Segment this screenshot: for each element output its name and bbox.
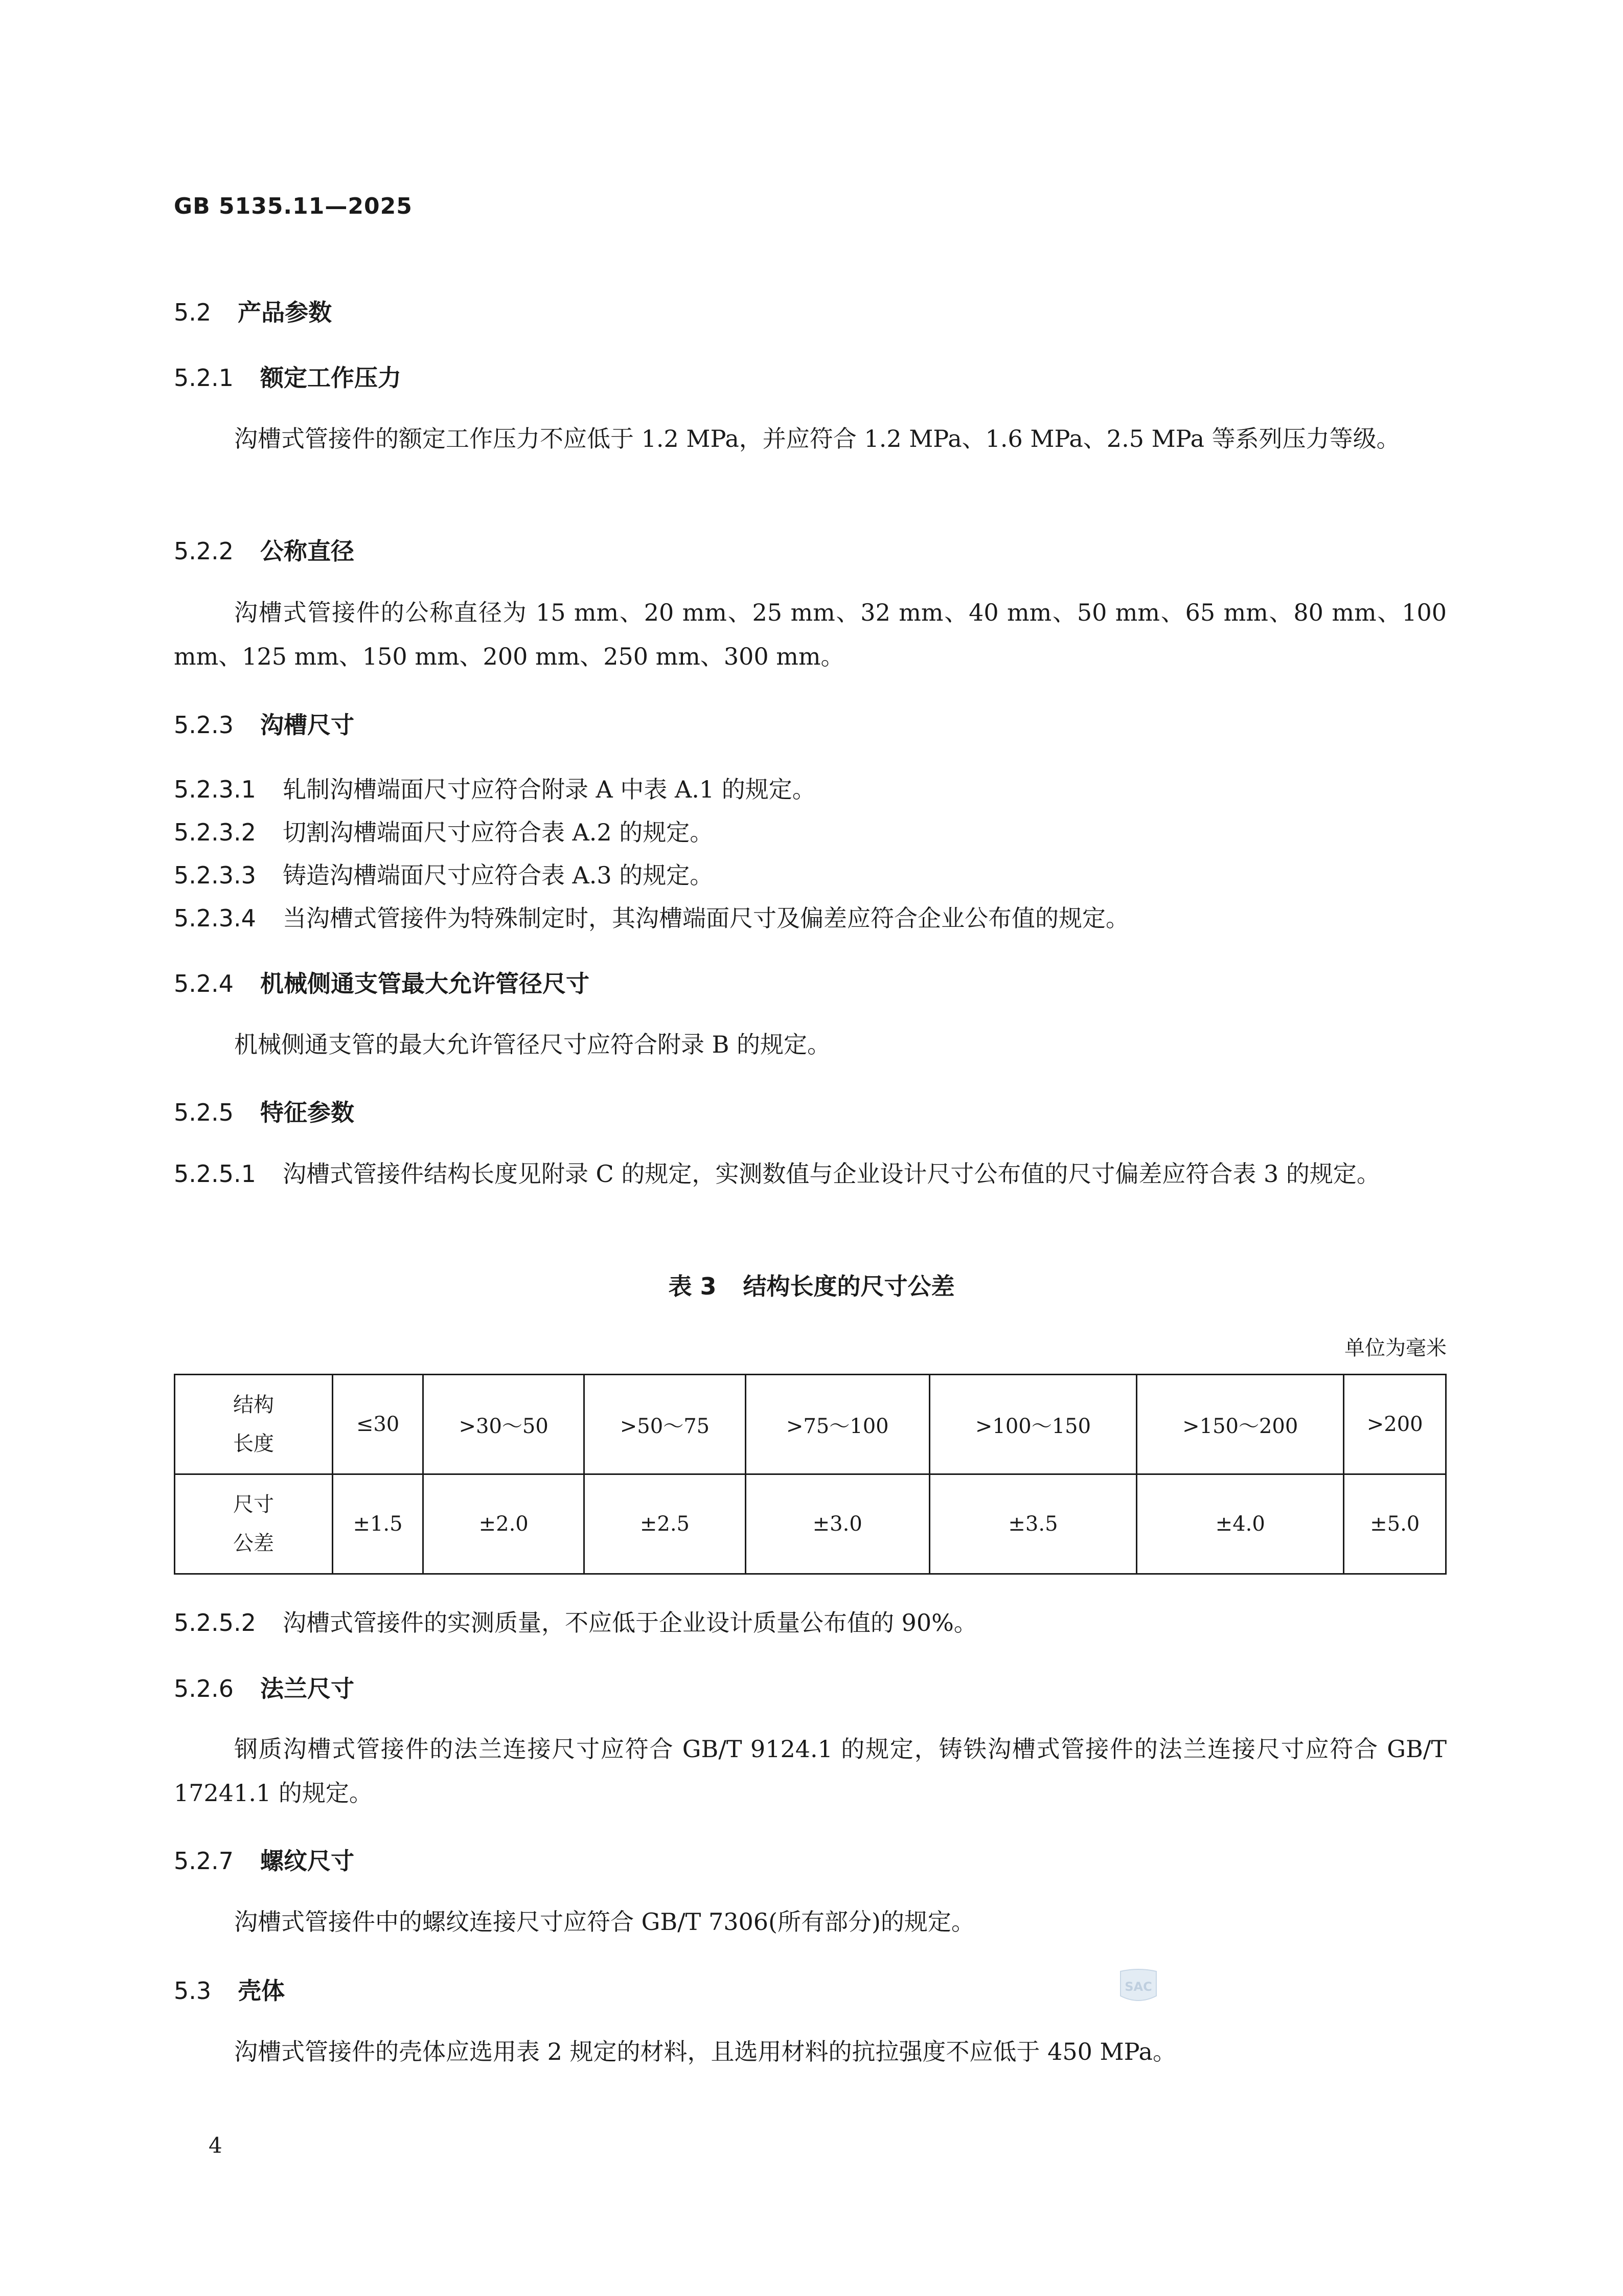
section-5-2-7-heading	[174, 1843, 354, 1876]
section-title: 额定工作压力	[260, 364, 402, 392]
section-title: 壳体	[238, 1977, 285, 2005]
row-header-line: 长度	[233, 1432, 274, 1456]
table-cell: >75～100	[745, 1375, 929, 1474]
section-5-3-heading	[174, 1972, 285, 2006]
section-title: 沟槽尺寸	[260, 711, 355, 739]
paragraph-flange: 钢质沟槽式管接件的法兰连接尺寸应符合 GB/T 9124.1 的规定，铸铁沟槽式管接件的法兰连接尺寸应符合 GB/T 17241.1 的规定。	[174, 1735, 1447, 1807]
clause-text: 铸造沟槽端面尺寸应符合表 A.3 的规定。	[282, 861, 714, 889]
section-5-2-4-heading	[174, 965, 589, 999]
standard-number: GB 5135.11—2025	[174, 193, 413, 219]
clause-text: 沟槽式管接件结构长度见附录 C 的规定，实测数值与企业设计尺寸公布值的尺寸偏差应符合表 3 的规定。	[282, 1160, 1380, 1188]
row-header-line: 公差	[233, 1532, 274, 1555]
table-cell: >100～150	[929, 1375, 1136, 1474]
clause-text: 轧制沟槽端面尺寸应符合附录 A 中表 A.1 的规定。	[282, 776, 816, 803]
clause-5-2-5-1	[174, 1152, 1447, 1196]
table-cell: ±4.0	[1137, 1474, 1344, 1574]
table-cell: ±1.5	[333, 1474, 423, 1574]
clause-number: 5.2.3.3	[174, 861, 256, 889]
table-cell: >50～75	[584, 1375, 745, 1474]
row-header-tolerance	[175, 1474, 333, 1574]
clause-number: 5.2.3.1	[174, 776, 256, 803]
row-header-line: 尺寸	[233, 1493, 274, 1516]
section-5-2-2-heading	[174, 533, 354, 566]
section-title: 公称直径	[260, 537, 355, 565]
section-title: 产品参数	[238, 299, 332, 326]
table-cell: ≤30	[333, 1375, 423, 1474]
section-5-2-6-heading	[174, 1670, 354, 1704]
section-number: 5.2	[174, 299, 212, 326]
table-cell: ±2.0	[423, 1474, 584, 1574]
clause-text: 沟槽式管接件的实测质量，不应低于企业设计质量公布值的 90%。	[282, 1609, 977, 1636]
paragraph-branch-pipe: 机械侧通支管的最大允许管径尺寸应符合附录 B 的规定。	[234, 1031, 831, 1058]
section-5-2-5-heading	[174, 1094, 354, 1128]
paragraph-shell: 沟槽式管接件的壳体应选用表 2 规定的材料，且选用材料的抗拉强度不应低于 450 MPa。	[234, 2038, 1176, 2065]
page-number: 4	[209, 2133, 222, 2158]
clause-number: 5.2.5.2	[174, 1609, 256, 1636]
clause-5-2-3-3	[174, 857, 713, 891]
section-title: 机械侧通支管最大允许管径尺寸	[260, 970, 590, 997]
clause-text: 当沟槽式管接件为特殊制定时，其沟槽端面尺寸及偏差应符合企业公布值的规定。	[282, 904, 1129, 932]
section-5-2-3-heading	[174, 707, 354, 740]
paragraph-thread: 沟槽式管接件中的螺纹连接尺寸应符合 GB/T 7306(所有部分)的规定。	[234, 1908, 975, 1936]
section-title: 特征参数	[260, 1099, 355, 1126]
clause-5-2-5-2	[174, 1604, 977, 1638]
clause-number: 5.2.5.1	[174, 1160, 256, 1188]
clause-5-2-3-1	[174, 771, 816, 805]
table-cell: >150～200	[1137, 1375, 1344, 1474]
table-caption: 结构长度的尺寸公差	[743, 1272, 955, 1300]
table-cell: >30～50	[423, 1375, 584, 1474]
section-number: 5.2.5	[174, 1099, 234, 1126]
table-3-title	[0, 1268, 1623, 1302]
table-unit-note: 单位为毫米	[1344, 1336, 1447, 1360]
section-number: 5.2.3	[174, 711, 234, 739]
clause-5-2-3-4	[174, 900, 1129, 934]
clause-text: 切割沟槽端面尺寸应符合表 A.2 的规定。	[282, 819, 714, 846]
table-cell: ±2.5	[584, 1474, 745, 1574]
table-cell: ±5.0	[1344, 1474, 1446, 1574]
section-title: 螺纹尺寸	[260, 1847, 355, 1875]
table-row-tolerances	[175, 1474, 1446, 1574]
clause-5-2-3-2	[174, 814, 713, 848]
paragraph-nominal-diameter: 沟槽式管接件的公称直径为 15 mm、20 mm、25 mm、32 mm、40 mm、50 mm、65 mm、80 mm、100 mm、125 mm、150 mm、200 mm、250 mm、300 mm。	[174, 599, 1447, 670]
section-number: 5.3	[174, 1977, 212, 2005]
tolerance-table	[174, 1374, 1447, 1575]
section-number: 5.2.7	[174, 1847, 234, 1875]
paragraph-rated-pressure: 沟槽式管接件的额定工作压力不应低于 1.2 MPa，并应符合 1.2 MPa、1.6 MPa、2.5 MPa 等系列压力等级。	[234, 425, 1400, 452]
table-row-lengths	[175, 1375, 1446, 1474]
svg-text:SAC: SAC	[1125, 1980, 1152, 1994]
clause-number: 5.2.3.2	[174, 819, 256, 846]
table-cell: ±3.5	[929, 1474, 1136, 1574]
section-number: 5.2.2	[174, 537, 234, 565]
table-cell: ±3.0	[745, 1474, 929, 1574]
table-label: 表 3	[668, 1272, 717, 1300]
section-number: 5.2.1	[174, 364, 234, 392]
section-5-2-heading	[174, 294, 332, 328]
clause-number: 5.2.3.4	[174, 904, 256, 932]
row-header-line: 结构	[233, 1393, 274, 1417]
section-number: 5.2.6	[174, 1675, 234, 1702]
table-cell: >200	[1344, 1375, 1446, 1474]
row-header-length	[175, 1375, 333, 1474]
section-title: 法兰尺寸	[260, 1675, 355, 1702]
sac-logo-icon	[1116, 1966, 1160, 2007]
section-5-2-1-heading	[174, 359, 401, 393]
section-number: 5.2.4	[174, 970, 234, 997]
